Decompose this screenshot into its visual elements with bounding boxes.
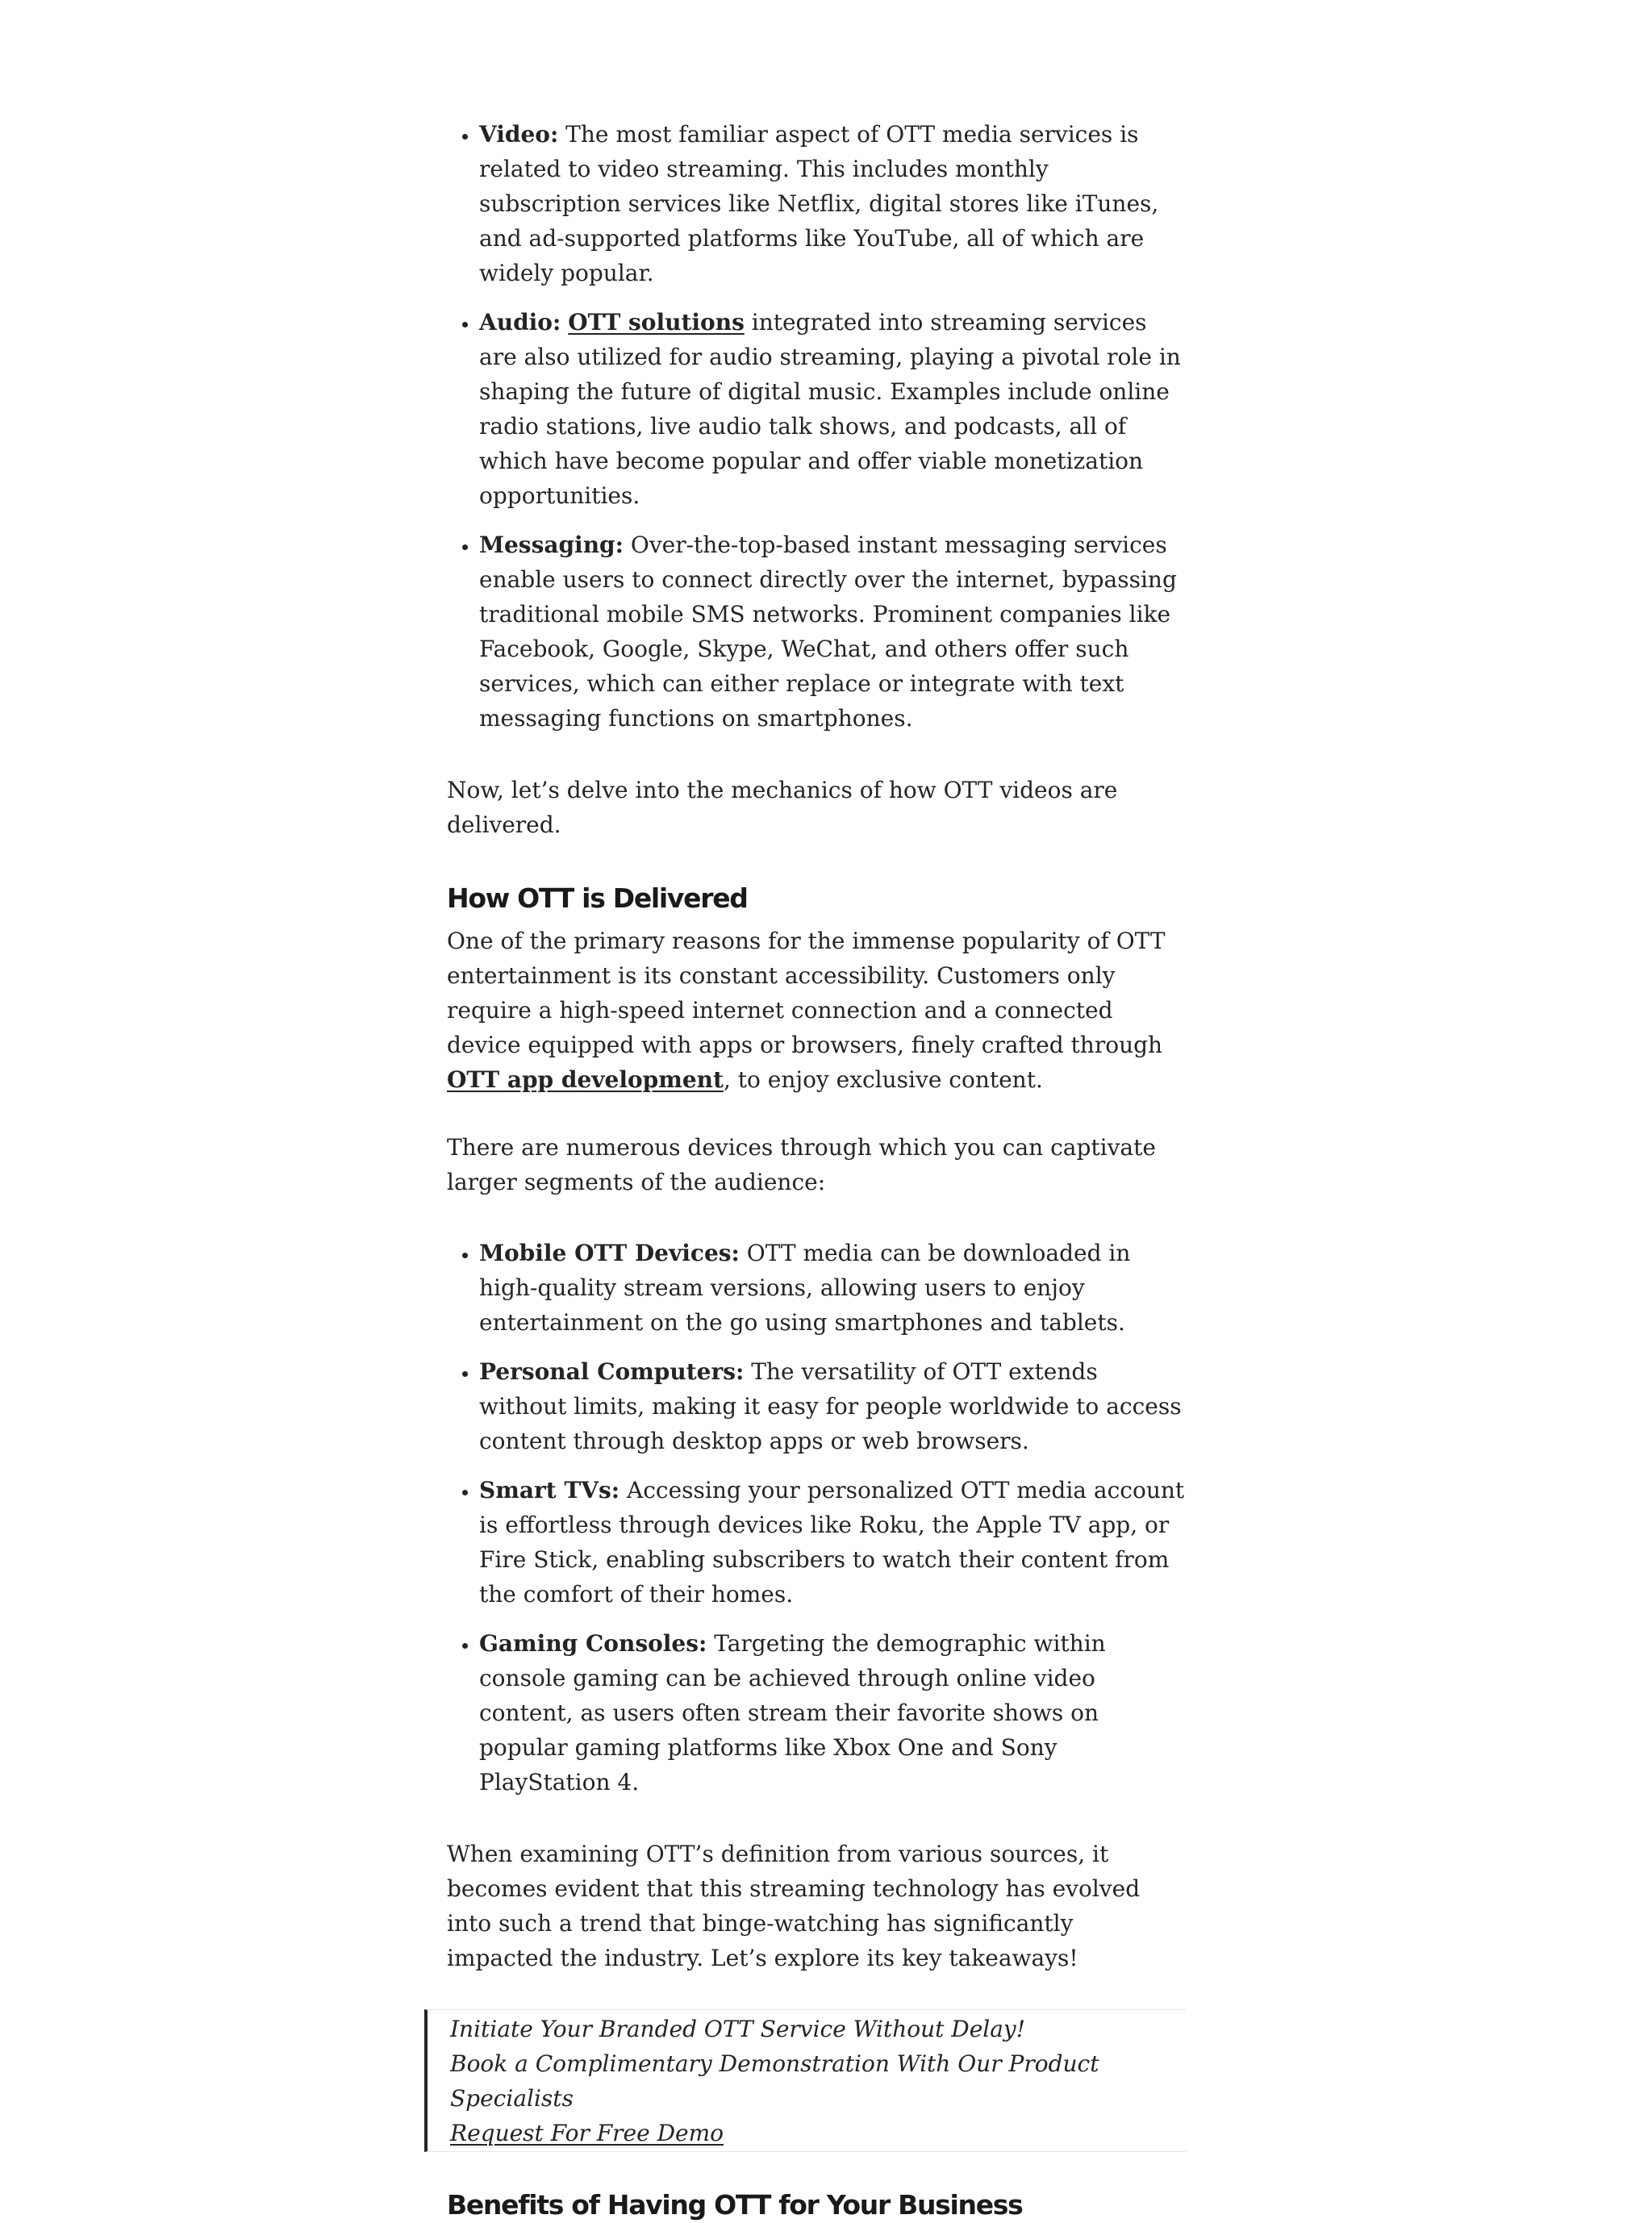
term-label: Mobile OTT Devices: (479, 1240, 740, 1266)
list-item-text: integrated into streaming services are also utilized for audio streaming, playing a pivotal role in shaping the future of digital music. Examples include online radio stations, live audio talk shows, and podcasts, all of which have become popular and offer viable monetization opportunities. (479, 309, 1181, 509)
paragraph-mechanics: Now, let’s delve into the mechanics of how OTT videos are delivered. (447, 777, 1118, 838)
term-label: Smart TVs: (479, 1477, 620, 1504)
list-item-text: The versatility of OTT extends without limits, making it easy for people worldwide to access content through desktop apps or web browsers. (479, 1358, 1182, 1454)
list-item-gaming (479, 1626, 1186, 1800)
term-label: Messaging: (479, 532, 624, 558)
list-item-text: OTT media can be downloaded in high-quality stream versions, allowing users to enjoy entertainment on the go using smartphones and tablets. (479, 1240, 1131, 1336)
list-item-mobile (479, 1236, 1186, 1340)
term-label: Gaming Consoles: (479, 1630, 707, 1657)
ott-services-list (447, 117, 1186, 736)
paragraph-takeaways: When examining OTT’s definition from various sources, it becomes evident that this streaming technology has evolved into such a trend that binge-watching has significantly impacted the industry. Let’s explore its key takeaways! (447, 1841, 1141, 1971)
list-item-pc (479, 1354, 1186, 1458)
term-label: Audio: (479, 309, 561, 336)
term-label: Video: (479, 121, 559, 148)
paragraph-text: One of the primary reasons for the immense popularity of OTT entertainment is its constant accessibility. Customers only require a high-speed internet connection and a connected device equipped with apps or browsers, finely crafted through (447, 928, 1166, 1058)
devices-list (447, 1236, 1186, 1800)
article-body (447, 113, 1186, 2223)
paragraph-devices: There are numerous devices through which you can captivate larger segments of the audience: (447, 1134, 1156, 1195)
term-label: Personal Computers: (479, 1358, 745, 1385)
callout-line-2: Book a Complimentary Demonstration With Our Product Specialists (450, 2050, 1099, 2112)
demo-callout (424, 2009, 1186, 2152)
list-item-text: Over-the-top-based instant messaging services enable users to connect directly over the internet, bypassing traditional mobile SMS networks. Prominent companies like Facebook, Google, Skype, WeChat, and others offer such services, which can either replace or integrate with text messaging functions on smartphones. (479, 532, 1177, 732)
heading-how-ott-delivered: How OTT is Delivered (447, 882, 748, 914)
paragraph-text: , to enjoy exclusive content. (723, 1066, 1043, 1093)
callout-line-1: Initiate Your Branded OTT Service Without Delay! (450, 2016, 1026, 2042)
list-item-text: Accessing your personalized OTT media account is effortless through devices like Roku, the Apple TV app, or Fire Stick, enabling subscribers to watch their content from the comfort of their homes. (479, 1477, 1185, 1608)
heading-benefits: Benefits of Having OTT for Your Business (447, 2189, 1023, 2221)
list-item-text: Targeting the demographic within console gaming can be achieved through online video content, as users often stream their favorite shows on popular gaming platforms like Xbox One and Sony PlayStation 4. (479, 1630, 1106, 1796)
list-item-audio (479, 305, 1186, 513)
ott-solutions-link[interactable]: OTT solutions (568, 309, 745, 336)
request-demo-link[interactable]: Request For Free Demo (450, 2120, 724, 2146)
list-item-text: The most familiar aspect of OTT media services is related to video streaming. This includes monthly subscription services like Netflix, digital stores like iTunes, and ad-supported platforms like YouTube, all of which are widely popular. (479, 121, 1159, 286)
list-item-video (479, 117, 1186, 290)
ott-app-development-link[interactable]: OTT app development (447, 1066, 724, 1093)
paragraph-reasons (447, 924, 1186, 1097)
list-item-messaging (479, 528, 1186, 736)
list-item-smart-tv (479, 1473, 1186, 1612)
